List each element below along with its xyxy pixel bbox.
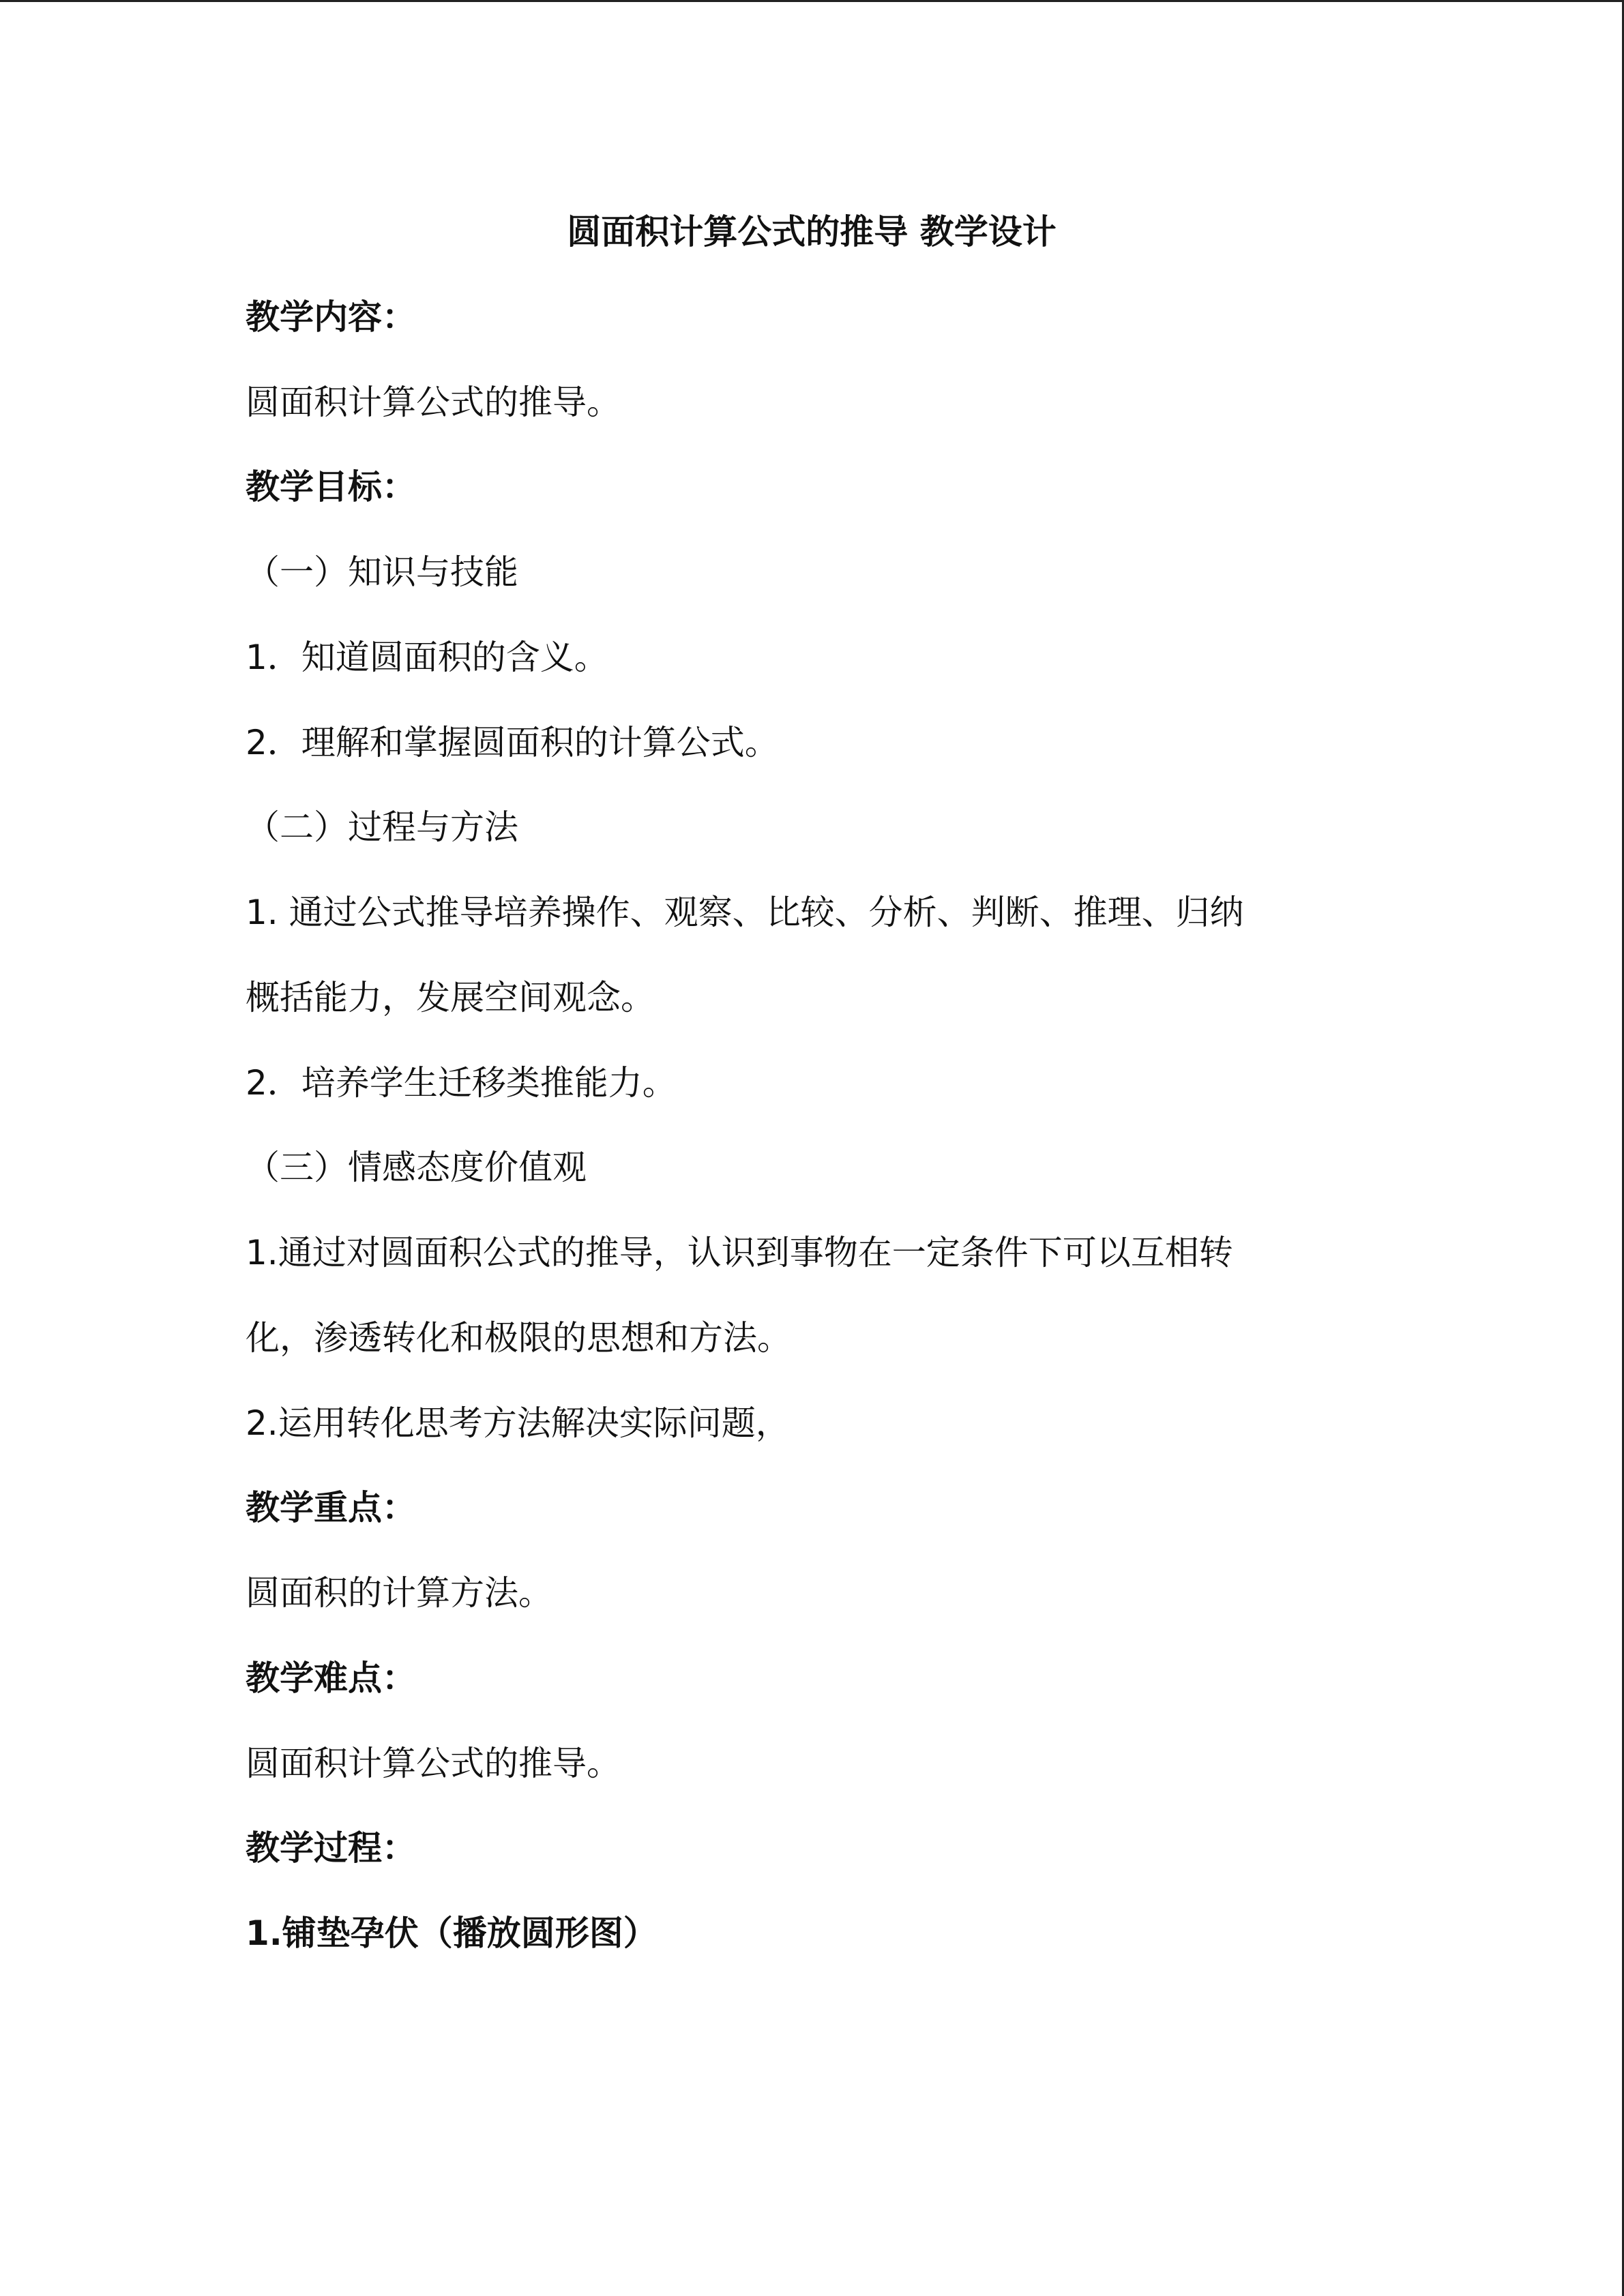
heading-key-points: 教学重点：: [246, 1488, 416, 1527]
list-item-knowledge-1: 1．知道圆面积的含义。: [246, 638, 608, 677]
list-item-process-1: 1. 通过公式推导培养操作、观察、比较、分析、判断、推理、归纳: [246, 893, 1244, 932]
list-item-emotion-1-cont: 化，渗透转化和极限的思想和方法。: [246, 1318, 791, 1358]
page-top-border: [0, 0, 1624, 2]
subheading-emotion-values: （三）情感态度价值观: [246, 1148, 587, 1187]
list-item-knowledge-2: 2．理解和掌握圆面积的计算公式。: [246, 723, 779, 762]
list-item-process-2: 2．培养学生迁移类推能力。: [246, 1063, 677, 1103]
heading-difficulties: 教学难点：: [246, 1658, 416, 1698]
subheading-knowledge-skills: （一）知识与技能: [246, 552, 518, 592]
paragraph-difficulties: 圆面积计算公式的推导。: [246, 1744, 621, 1783]
subheading-process-method: （二）过程与方法: [246, 807, 518, 847]
list-item-emotion-2: 2.运用转化思考方法解决实际问题，: [246, 1403, 790, 1443]
list-item-emotion-1: 1.通过对圆面积公式的推导，认识到事物在一定条件下可以互相转: [246, 1233, 1233, 1272]
paragraph-teaching-content: 圆面积计算公式的推导。: [246, 383, 621, 422]
paragraph-key-points: 圆面积的计算方法。: [246, 1573, 552, 1613]
heading-teaching-process: 教学过程：: [246, 1828, 416, 1868]
document-title: 圆面积计算公式的推导 教学设计: [567, 212, 1057, 252]
list-item-process-1-cont: 概括能力，发展空间观念。: [246, 978, 655, 1017]
heading-teaching-goals: 教学目标：: [246, 467, 416, 507]
heading-process-step-1: 1.铺垫孕伏（播放圆形图）: [246, 1913, 658, 1953]
heading-teaching-content: 教学内容：: [246, 297, 416, 337]
